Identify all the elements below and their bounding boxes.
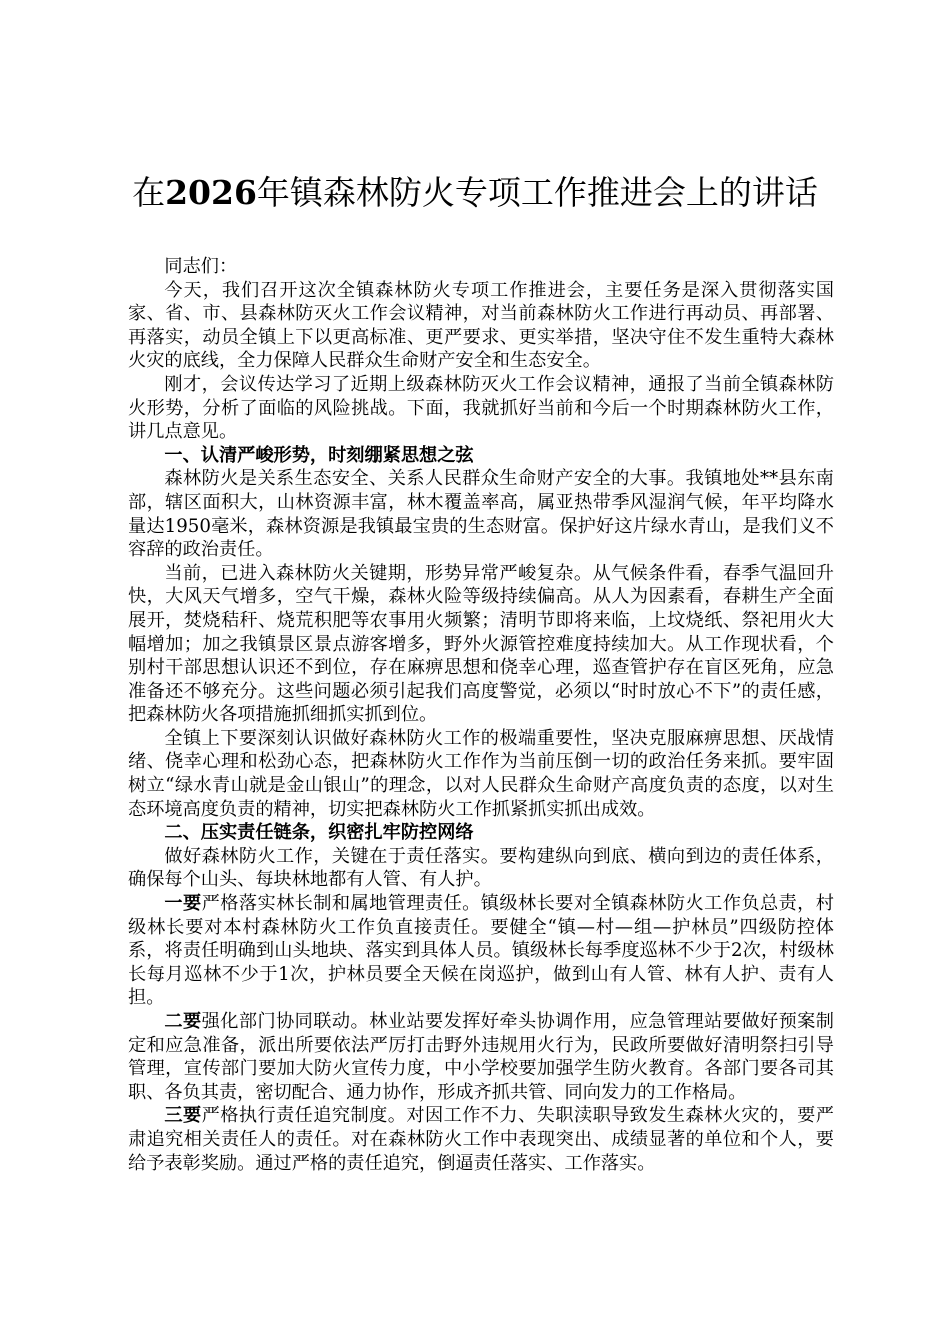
item-3-lead: 三要 [164,1105,202,1127]
section-2-item-1 [128,892,834,1010]
section-2-heading: 二、压实责任链条，织密扎牢防控网络 [164,822,474,844]
title-prefix: 在 [132,173,166,212]
section-1-paragraph-2: 当前，已进入森林防火关键期，形势异常严峻复杂。从气候条件看，春季气温回升快，大风天气增多，空气干燥，森林火险等级持续偏高。从人为因素看，春耕生产全面展开，焚烧秸秆、烧荒积肥等农事用火频繁；清明节即将来临，上坟烧纸、祭祀用火大幅增加；加之我镇景区景点游客增多，野外火源管控难度持续加大。从工作现状看，个别村干部思想认识还不到位，存在麻痹思想和侥幸心理，巡查管护存在盲区死角，应急准备还不够充分。这些问题必须引起我们高度警觉，必须以“时时放心不下”的责任感，把森林防火各项措施抓细抓实抓到位。 [128,562,834,726]
document-body [128,255,834,1175]
salutation: 同志们： [164,256,238,277]
item-2-text: 强化部门协同联动。林业站要发挥好牵头协调作用，应急管理站要做好预案制定和应急准备，派出所要依法严厉打击野外违规用火行为，民政所要做好清明祭扫引导管理，宣传部门要加大防火宣传力度，中小学校要加强学生防火教育。各部门要各司其职、各负其责，密切配合、通力协作，形成齐抓共管、同向发力的工作格局。 [128,1011,834,1103]
intro-paragraph-1: 今天，我们召开这次全镇森林防火专项工作推进会，主要任务是深入贯彻落实国家、省、市、县森林防灭火工作会议精神，对当前森林防火工作进行再动员、再部署、再落实，动员全镇上下以更高标准、更严要求、更实举措，坚决守住不发生重特大森林火灾的底线，全力保障人民群众生命财产安全和生态安全。 [128,279,834,372]
item-1-lead: 一要 [164,893,202,915]
item-2-lead: 二要 [164,1011,202,1032]
section-2-item-2 [128,1010,834,1104]
title-year: 2026 [165,173,257,212]
title-suffix: 年镇森林防火专项工作推进会上的讲话 [256,173,818,212]
section-1-paragraph-3: 全镇上下要深刻认识做好森林防火工作的极端重要性，坚决克服麻痹思想、厌战情绪、侥幸心理和松劲心态，把森林防火工作作为当前压倒一切的政治任务来抓。要牢固树立“绿水青山就是金山银山”的理念，以对人民群众生命财产高度负责的态度，以对生态环境高度负责的精神，切实把森林防火工作抓紧抓实抓出成效。 [128,727,834,820]
intro-paragraph-2: 刚才，会议传达学习了近期上级森林防灭火工作会议精神，通报了当前全镇森林防火形势，分析了面临的风险挑战。下面，我就抓好当前和今后一个时期森林防火工作，讲几点意见。 [128,373,834,443]
section-1-heading: 一、认清严峻形势，时刻绷紧思想之弦 [164,444,474,466]
item-1-text: 严格落实林长制和属地管理责任。镇级林长要对全镇森林防火工作负总责，村级林长要对本村森林防火工作负直接责任。要健全“镇—村—组—护林员”四级防控体系，将责任明确到山头地块、落实到具体人员。镇级林长每季度巡林不少于2次，村级林长每月巡林不少于1次，护林员要全天候在岗巡护，做到山有人管、林有人护、责有人担。 [128,893,834,1009]
item-3-text: 严格执行责任追究制度。对因工作不力、失职渎职导致发生森林火灾的，要严肃追究相关责任人的责任。对在森林防火工作中表现突出、成绩显著的单位和个人，要给予表彰奖励。通过严格的责任追究，倒逼责任落实、工作落实。 [128,1105,834,1174]
document-title [128,168,822,218]
section-2-item-3 [128,1104,834,1175]
section-1-paragraph-1: 森林防火是关系生态安全、关系人民群众生命财产安全的大事。我镇地处**县东南部，辖区面积大，山林资源丰富，林木覆盖率高，属亚热带季风湿润气候，年平均降水量达1950毫米，森林资源是我镇最宝贵的生态财富。保护好这片绿水青山，是我们义不容辞的政治责任。 [128,468,834,561]
section-2-intro: 做好森林防火工作，关键在于责任落实。要构建纵向到底、横向到边的责任体系，确保每个山头、每块林地都有人管、有人护。 [128,845,834,891]
